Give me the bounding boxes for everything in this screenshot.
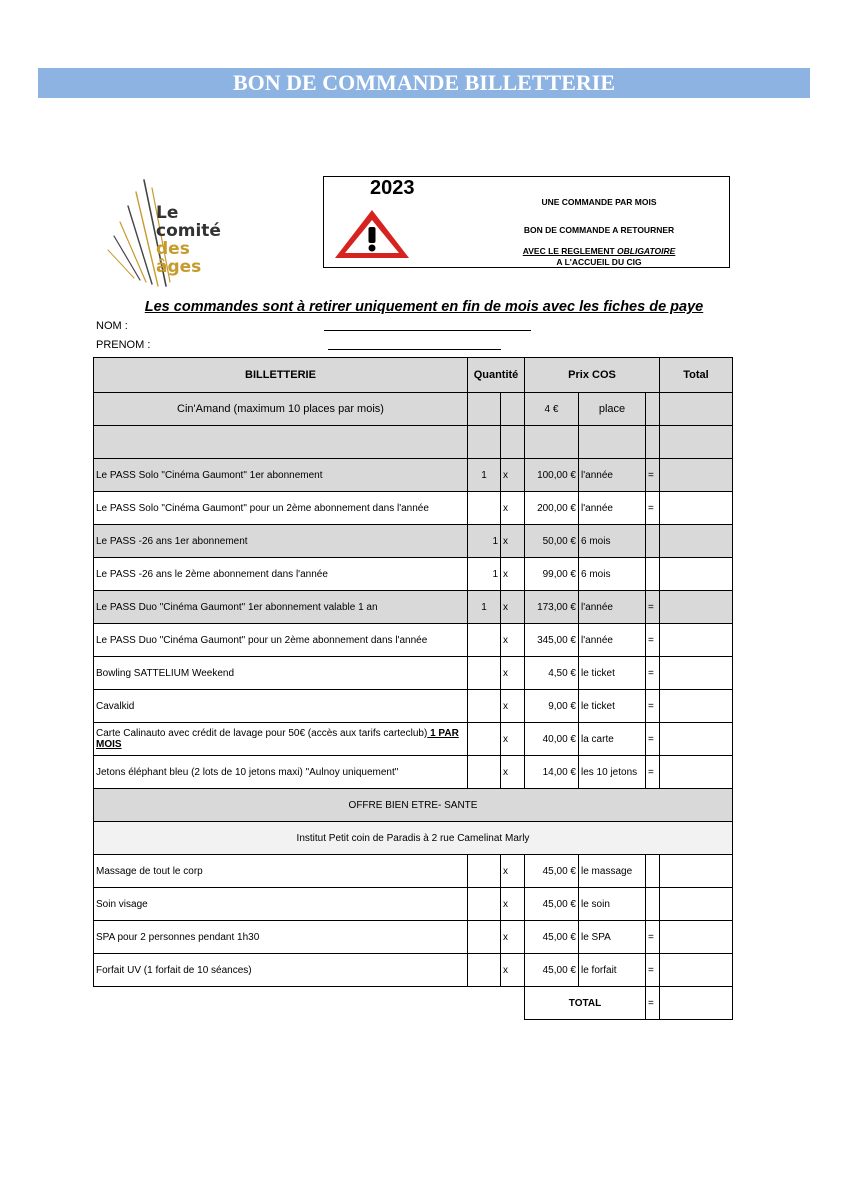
header-total: Total (660, 358, 733, 393)
equals-sign: = (646, 624, 660, 657)
quantity-cell[interactable] (468, 723, 501, 756)
item-label: Carte Calinauto avec crédit de lavage pour 50€ (accès aux tarifs carteclub) 1 PAR MOIS (94, 723, 468, 756)
document-title: BON DE COMMANDE BILLETTERIE (38, 68, 810, 98)
multiply-sign: x (501, 657, 525, 690)
wellness-row (94, 921, 733, 954)
item-label: Le PASS Duo "Cinéma Gaumont" pour un 2ème abonnement dans l'année (94, 624, 468, 657)
multiply-sign: x (501, 525, 525, 558)
cinamand-unit: place (579, 393, 646, 426)
table-row (94, 690, 733, 723)
table-row (94, 756, 733, 789)
equals-sign (646, 558, 660, 591)
multiply-sign: x (501, 459, 525, 492)
header-prix: Prix COS (525, 358, 660, 393)
warning-box (323, 176, 730, 268)
order-table (93, 357, 733, 1020)
equals-sign: = (646, 690, 660, 723)
item-unit: 6 mois (579, 558, 646, 591)
table-row (94, 723, 733, 756)
quantity-cell[interactable] (468, 492, 501, 525)
equals-sign: = (646, 954, 660, 987)
multiply-sign: x (501, 756, 525, 789)
offre-section-row (94, 789, 733, 822)
quantity-cell[interactable]: 1 (468, 558, 501, 591)
prenom-field[interactable] (328, 349, 501, 350)
table-row (94, 624, 733, 657)
item-price: 100,00 € (525, 459, 579, 492)
item-price: 4,50 € (525, 657, 579, 690)
item-label: Le PASS Solo "Cinéma Gaumont" pour un 2ème abonnement dans l'année (94, 492, 468, 525)
wellness-unit: le soin (579, 888, 646, 921)
header-billetterie: BILLETTERIE (94, 358, 468, 393)
logo-word-des: des (156, 239, 190, 259)
wellness-unit: le massage (579, 855, 646, 888)
item-price: 99,00 € (525, 558, 579, 591)
logo-word-ages: âges (156, 257, 202, 277)
item-unit: l'année (579, 591, 646, 624)
table-row (94, 459, 733, 492)
row-total-cell[interactable] (660, 492, 733, 525)
item-price: 173,00 € (525, 591, 579, 624)
equals-sign: = (646, 756, 660, 789)
cinamand-price: 4 € (525, 393, 579, 426)
item-label: Jetons éléphant bleu (2 lots de 10 jetons maxi) "Aulnoy uniquement" (94, 756, 468, 789)
warning-line-2: BON DE COMMANDE A RETOURNER (523, 225, 675, 235)
multiply-sign: x (501, 921, 525, 954)
equals-sign: = (646, 459, 660, 492)
comite-des-ages-logo (106, 178, 246, 288)
wellness-price: 45,00 € (525, 954, 579, 987)
prenom-label: PRENOM : (96, 339, 151, 351)
quantity-cell[interactable] (468, 624, 501, 657)
equals-sign: = (646, 921, 660, 954)
grand-total-row (94, 987, 733, 1020)
multiply-sign: x (501, 954, 525, 987)
row-total-cell[interactable] (660, 459, 733, 492)
row-total-cell[interactable] (660, 954, 733, 987)
item-unit: le ticket (579, 690, 646, 723)
wellness-label: Massage de tout le corp (94, 855, 468, 888)
quantity-cell[interactable] (468, 954, 501, 987)
row-total-cell[interactable] (660, 723, 733, 756)
row-total-cell[interactable] (660, 690, 733, 723)
multiply-sign: x (501, 558, 525, 591)
header-quantite: Quantité (468, 358, 525, 393)
empty-row (94, 426, 733, 459)
equals-sign: = (646, 987, 660, 1020)
quantity-cell[interactable] (468, 690, 501, 723)
row-total-cell[interactable] (660, 921, 733, 954)
row-total-cell[interactable] (660, 888, 733, 921)
item-label: Le PASS -26 ans le 2ème abonnement dans l'année (94, 558, 468, 591)
wellness-unit: le SPA (579, 921, 646, 954)
pickup-notice: Les commandes sont à retirer uniquement en fin de mois avec les fiches de paye (144, 299, 704, 315)
wellness-label: Forfait UV (1 forfait de 10 séances) (94, 954, 468, 987)
equals-sign: = (646, 591, 660, 624)
cinamand-label: Cin'Amand (maximum 10 places par mois) (94, 393, 468, 426)
warning-triangle-icon (332, 207, 412, 261)
wellness-label: Soin visage (94, 888, 468, 921)
warning-line-3: AVEC LE REGLEMENT OBLIGATOIRE (522, 246, 676, 256)
row-total-cell[interactable] (660, 756, 733, 789)
quantity-cell[interactable] (468, 921, 501, 954)
table-row (94, 591, 733, 624)
logo-word-le: Le (156, 203, 179, 223)
wellness-row (94, 855, 733, 888)
item-label: Cavalkid (94, 690, 468, 723)
table-row (94, 657, 733, 690)
quantity-cell[interactable]: 1 (468, 591, 501, 624)
multiply-sign: x (501, 855, 525, 888)
nom-field[interactable] (324, 330, 531, 331)
table-row (94, 558, 733, 591)
multiply-sign: x (501, 624, 525, 657)
cinamand-qty-cell[interactable] (468, 393, 501, 426)
multiply-sign: x (501, 591, 525, 624)
cinamand-row (94, 393, 733, 426)
quantity-cell[interactable] (468, 888, 501, 921)
item-unit: l'année (579, 492, 646, 525)
wellness-price: 45,00 € (525, 921, 579, 954)
item-price: 50,00 € (525, 525, 579, 558)
item-price: 9,00 € (525, 690, 579, 723)
wellness-row (94, 954, 733, 987)
item-label: Le PASS Solo "Cinéma Gaumont" 1er abonnement (94, 459, 468, 492)
nom-label: NOM : (96, 320, 128, 332)
institut-title: Institut Petit coin de Paradis à 2 rue Camelinat Marly (94, 822, 733, 855)
item-unit: 6 mois (579, 525, 646, 558)
table-header-row (94, 358, 733, 393)
item-price: 200,00 € (525, 492, 579, 525)
item-label: Le PASS -26 ans 1er abonnement (94, 525, 468, 558)
cinamand-total-cell[interactable] (660, 393, 733, 426)
multiply-sign: x (501, 888, 525, 921)
item-unit: la carte (579, 723, 646, 756)
table-row (94, 525, 733, 558)
row-total-cell[interactable] (660, 558, 733, 591)
item-price: 345,00 € (525, 624, 579, 657)
item-unit: l'année (579, 459, 646, 492)
wellness-price: 45,00 € (525, 855, 579, 888)
item-price: 40,00 € (525, 723, 579, 756)
item-unit: l'année (579, 624, 646, 657)
grand-total-cell[interactable] (660, 987, 733, 1020)
total-label: TOTAL (525, 987, 646, 1020)
wellness-label: SPA pour 2 personnes pendant 1h30 (94, 921, 468, 954)
wellness-price: 45,00 € (525, 888, 579, 921)
quantity-cell[interactable] (468, 855, 501, 888)
equals-sign (646, 855, 660, 888)
equals-sign (646, 888, 660, 921)
row-total-cell[interactable] (660, 624, 733, 657)
equals-sign (646, 525, 660, 558)
multiply-sign: x (501, 723, 525, 756)
wellness-unit: le forfait (579, 954, 646, 987)
warning-line-4: A L'ACCUEIL DU CIG (556, 257, 642, 267)
row-total-cell[interactable] (660, 525, 733, 558)
quantity-cell[interactable]: 1 (468, 459, 501, 492)
institut-row (94, 822, 733, 855)
logo-word-comite: comité (156, 221, 221, 241)
multiply-sign: x (501, 492, 525, 525)
quantity-cell[interactable] (468, 657, 501, 690)
quantity-cell[interactable] (468, 756, 501, 789)
row-total-cell[interactable] (660, 657, 733, 690)
row-total-cell[interactable] (660, 855, 733, 888)
item-unit: le ticket (579, 657, 646, 690)
table-row (94, 492, 733, 525)
offre-title: OFFRE BIEN ETRE- SANTE (94, 789, 733, 822)
warning-line-1: UNE COMMANDE PAR MOIS (541, 197, 657, 207)
item-label: Bowling SATTELIUM Weekend (94, 657, 468, 690)
year-label: 2023 (370, 177, 415, 199)
multiply-sign: x (501, 690, 525, 723)
quantity-cell[interactable]: 1 (468, 525, 501, 558)
equals-sign: = (646, 723, 660, 756)
item-label: Le PASS Duo "Cinéma Gaumont" 1er abonnement valable 1 an (94, 591, 468, 624)
row-total-cell[interactable] (660, 591, 733, 624)
equals-sign: = (646, 657, 660, 690)
item-price: 14,00 € (525, 756, 579, 789)
equals-sign: = (646, 492, 660, 525)
wellness-row (94, 888, 733, 921)
item-unit: les 10 jetons (579, 756, 646, 789)
